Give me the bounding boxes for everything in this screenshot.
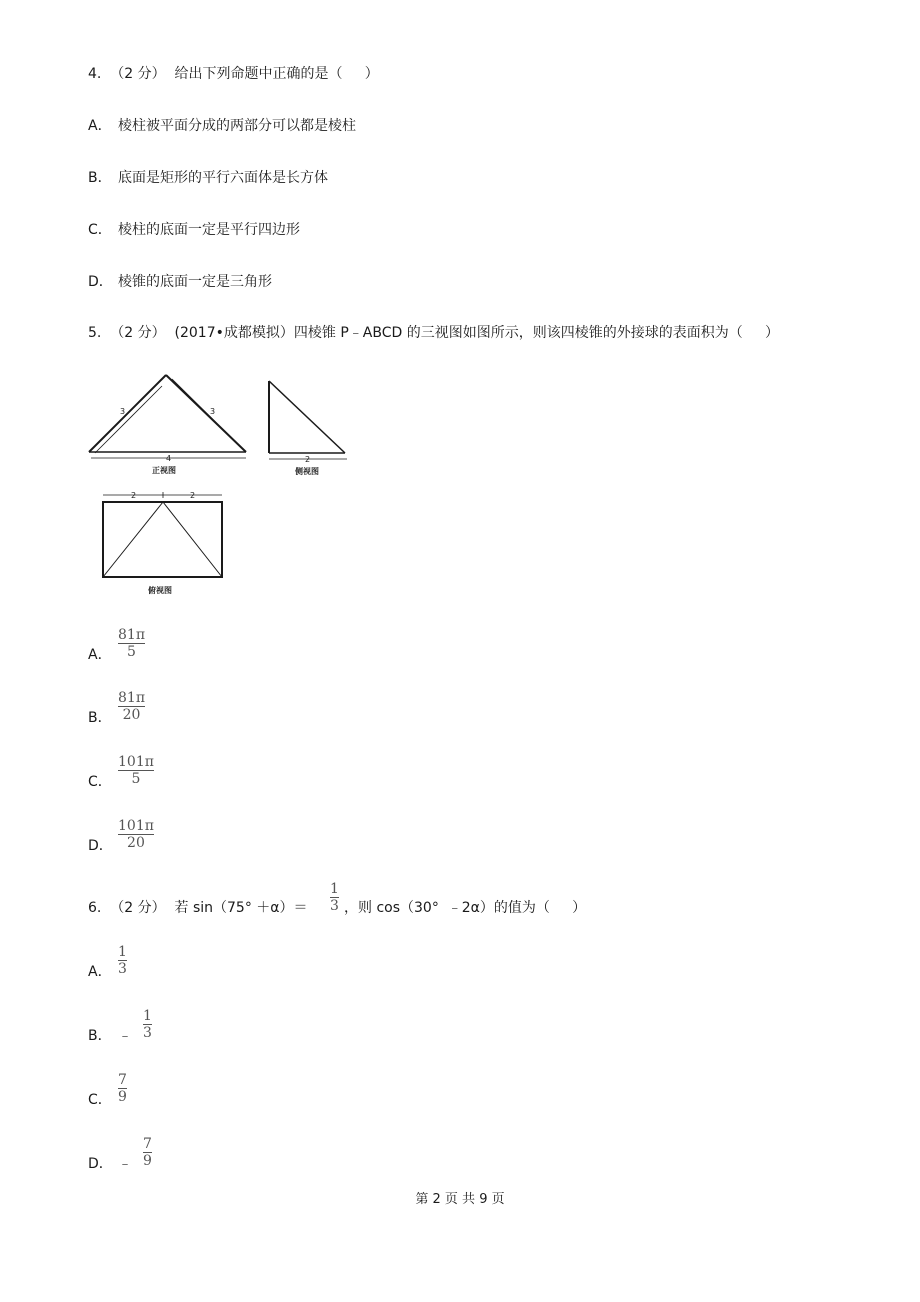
q5-stem: 5. （2 分） (2017•成都模拟）四棱锥 P﹣ABCD 的三视图如图所示，则该四棱锥的外接球的表面积为（ ） [88, 325, 779, 341]
q5-option-a [88, 645, 118, 665]
denominator: 3 [118, 961, 127, 977]
option-label: A． [88, 647, 112, 663]
option-label: C． [88, 774, 112, 790]
q6-stem-part2: ，则 cos（30° ﹣2α）的值为（ ） [344, 900, 587, 916]
q5-option-c [88, 772, 118, 792]
q6-option-c [88, 1090, 118, 1110]
option-label: C． [88, 222, 112, 238]
top-left-dim-label: 2 [131, 492, 137, 500]
q6-stem-fraction [330, 882, 339, 913]
side-view-caption: 侧视图 [295, 467, 319, 476]
option-label: A． [88, 118, 112, 134]
top-view-caption: 俯视图 [148, 586, 172, 595]
denominator: 20 [122, 707, 141, 723]
denominator: 9 [143, 1153, 152, 1169]
option-sign: ﹣ [118, 1156, 132, 1172]
page-footer: 第 2 页 共 9 页 [415, 1192, 505, 1207]
denominator: 3 [143, 1025, 152, 1041]
option-sign: ﹣ [118, 1028, 132, 1044]
option-label: D． [88, 274, 113, 290]
option-label: B． [88, 710, 112, 726]
q6-option-d-fraction [143, 1137, 152, 1168]
numerator: 1 [118, 944, 127, 960]
q4-option-a [88, 116, 356, 136]
q6-option-b [88, 1026, 132, 1046]
q6-option-a-fraction [118, 945, 127, 976]
q5-option-a-fraction [118, 628, 145, 659]
dim-line [172, 379, 238, 444]
front-left-edge-label: 3 [120, 407, 126, 416]
side-hypotenuse [269, 381, 345, 453]
denominator: 20 [127, 835, 145, 851]
q6-option-d [88, 1154, 132, 1174]
front-view-figure [86, 372, 256, 478]
q6-stem-part1: 6. （2 分） 若 sin（75° ＋α）＝ [88, 900, 308, 916]
numerator: 81π [118, 690, 146, 706]
front-view-caption: 正视图 [152, 466, 176, 475]
numerator: 1 [330, 881, 339, 897]
numerator: 101π [118, 754, 154, 770]
q4-stem: 4. （2 分） 给出下列命题中正确的是（ ） [88, 66, 379, 82]
option-label: B． [88, 1028, 112, 1044]
top-rectangle [103, 502, 222, 577]
option-label: D． [88, 838, 113, 854]
option-text: 棱锥的底面一定是三角形 [118, 274, 272, 290]
front-right-edge-label: 3 [210, 407, 216, 416]
option-label: C． [88, 1092, 112, 1108]
denominator: 5 [131, 771, 141, 787]
numerator: 81π [118, 627, 146, 643]
top-right-diagonal [163, 502, 222, 577]
q5-option-c-fraction [118, 755, 154, 786]
dim-line [95, 386, 162, 453]
option-text: 棱柱的底面一定是平行四边形 [118, 222, 300, 238]
q5-option-d-fraction [118, 819, 154, 850]
q5-option-d [88, 836, 118, 856]
option-label: D． [88, 1156, 113, 1172]
option-text: 底面是矩形的平行六面体是长方体 [118, 170, 328, 186]
option-label: B． [88, 170, 112, 186]
numerator: 7 [118, 1072, 127, 1088]
option-text: 棱柱被平面分成的两部分可以都是棱柱 [118, 118, 356, 134]
q5-option-b [88, 708, 118, 728]
q4-option-c [88, 220, 300, 240]
numerator: 101π [118, 818, 154, 834]
top-left-diagonal [103, 502, 163, 577]
denominator: 5 [127, 644, 136, 660]
numerator: 7 [143, 1136, 152, 1152]
front-left-edge [89, 375, 166, 452]
side-base-label: 2 [305, 455, 311, 464]
top-right-dim-label: 2 [190, 492, 196, 500]
front-base-label: 4 [166, 454, 172, 463]
side-view-figure [265, 378, 355, 478]
option-label: A． [88, 964, 112, 980]
denominator: 3 [330, 898, 339, 914]
denominator: 9 [118, 1089, 127, 1105]
q6-option-a [88, 962, 118, 982]
q5-option-b-fraction [118, 691, 145, 722]
q6-option-c-fraction [118, 1073, 127, 1104]
top-view-figure [98, 492, 232, 598]
q4-option-d [88, 272, 272, 292]
q6-option-b-fraction [143, 1009, 152, 1040]
numerator: 1 [143, 1008, 152, 1024]
q4-option-b [88, 168, 328, 188]
